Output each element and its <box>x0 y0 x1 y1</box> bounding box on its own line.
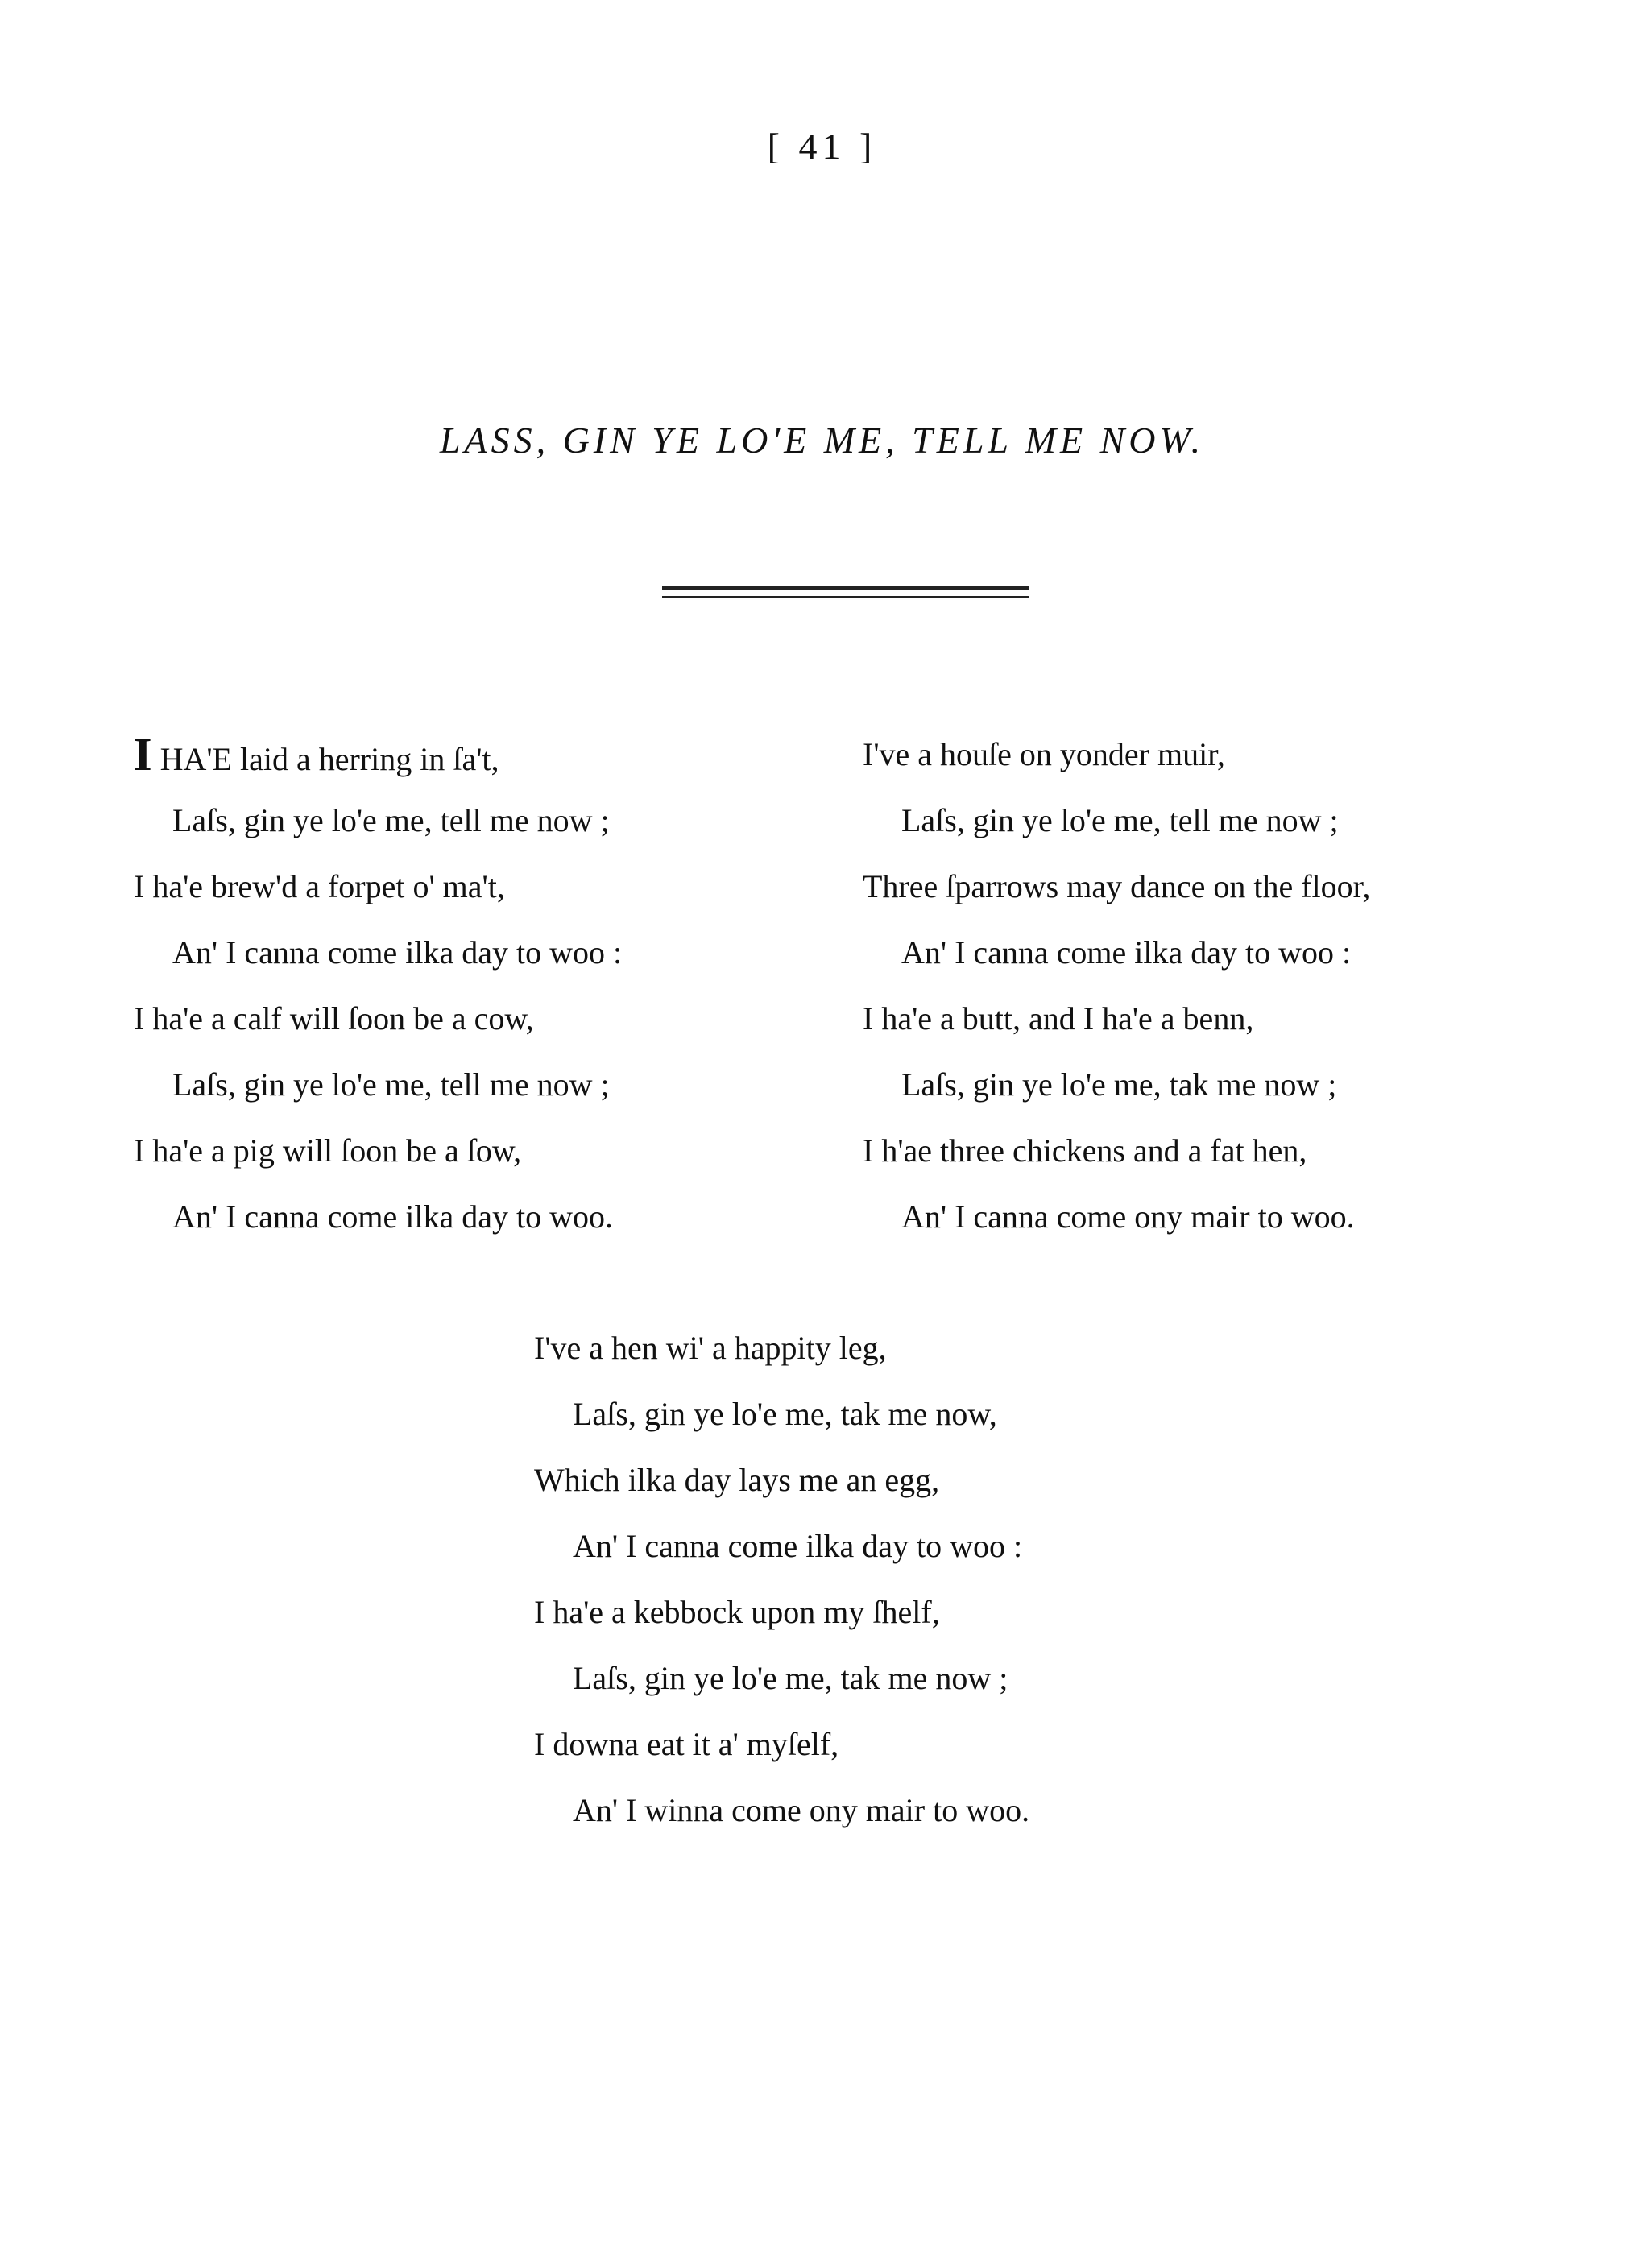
verse-line: Laſs, gin ye lo'e me, tak me now ; <box>573 1660 1008 1696</box>
verse-line: Laſs, gin ye lo'e me, tell me now ; <box>901 802 1339 838</box>
verse-line: Laſs, gin ye lo'e me, tell me now ; <box>172 802 610 838</box>
title-rule-thick <box>662 586 1029 590</box>
verse-line: I've a houſe on yonder muir, <box>863 736 1225 772</box>
verse-line: I've a hen wi' a happity leg, <box>534 1330 887 1366</box>
verse-line: An' I canna come ilka day to woo : <box>172 934 623 971</box>
stanza-1 <box>134 722 622 1250</box>
verse-line: An' I canna come ilka day to woo : <box>901 934 1352 971</box>
drop-initial: I <box>134 728 152 780</box>
verse-line: I ha'e a pig will ſoon be a ſow, <box>134 1132 522 1169</box>
verse-line: Which ilka day lays me an egg, <box>534 1462 940 1498</box>
verse-line: An' I canna come ilka day to woo. <box>172 1198 614 1235</box>
verse-line: I ha'e a kebbock upon my ſhelf, <box>534 1594 940 1630</box>
verse-line: Laſs, gin ye lo'e me, tak me now, <box>573 1396 997 1432</box>
verse-line: I ha'e a butt, and I ha'e a benn, <box>863 1000 1254 1037</box>
title-rule-thin <box>662 596 1029 598</box>
verse-line: I h'ae three chickens and a fat hen, <box>863 1132 1307 1169</box>
verse-line: Laſs, gin ye lo'e me, tell me now ; <box>172 1066 610 1103</box>
verse-line: I ha'e a calf will ſoon be a cow, <box>134 1000 534 1037</box>
verse-line-text: HA'E laid a herring in ſa't, <box>151 741 499 777</box>
verse-line: I ha'e brew'd a forpet o' ma't, <box>134 868 505 904</box>
stanza-2 <box>863 722 1370 1250</box>
page-number: [ 41 ] <box>767 126 877 167</box>
verse-line <box>134 722 622 788</box>
verse-line: An' I canna come ony mair to woo. <box>901 1198 1355 1235</box>
stanza-3 <box>534 1315 1029 1844</box>
verse-line: Laſs, gin ye lo'e me, tak me now ; <box>901 1066 1337 1103</box>
verse-line: An' I winna come ony mair to woo. <box>573 1792 1030 1828</box>
verse-line: I downa eat it a' myſelf, <box>534 1726 839 1762</box>
poem-title: LASS, GIN YE LO'E ME, TELL ME NOW. <box>439 420 1205 461</box>
verse-line: An' I canna come ilka day to woo : <box>573 1528 1023 1564</box>
verse-line: Three ſparrows may dance on the floor, <box>863 868 1371 904</box>
